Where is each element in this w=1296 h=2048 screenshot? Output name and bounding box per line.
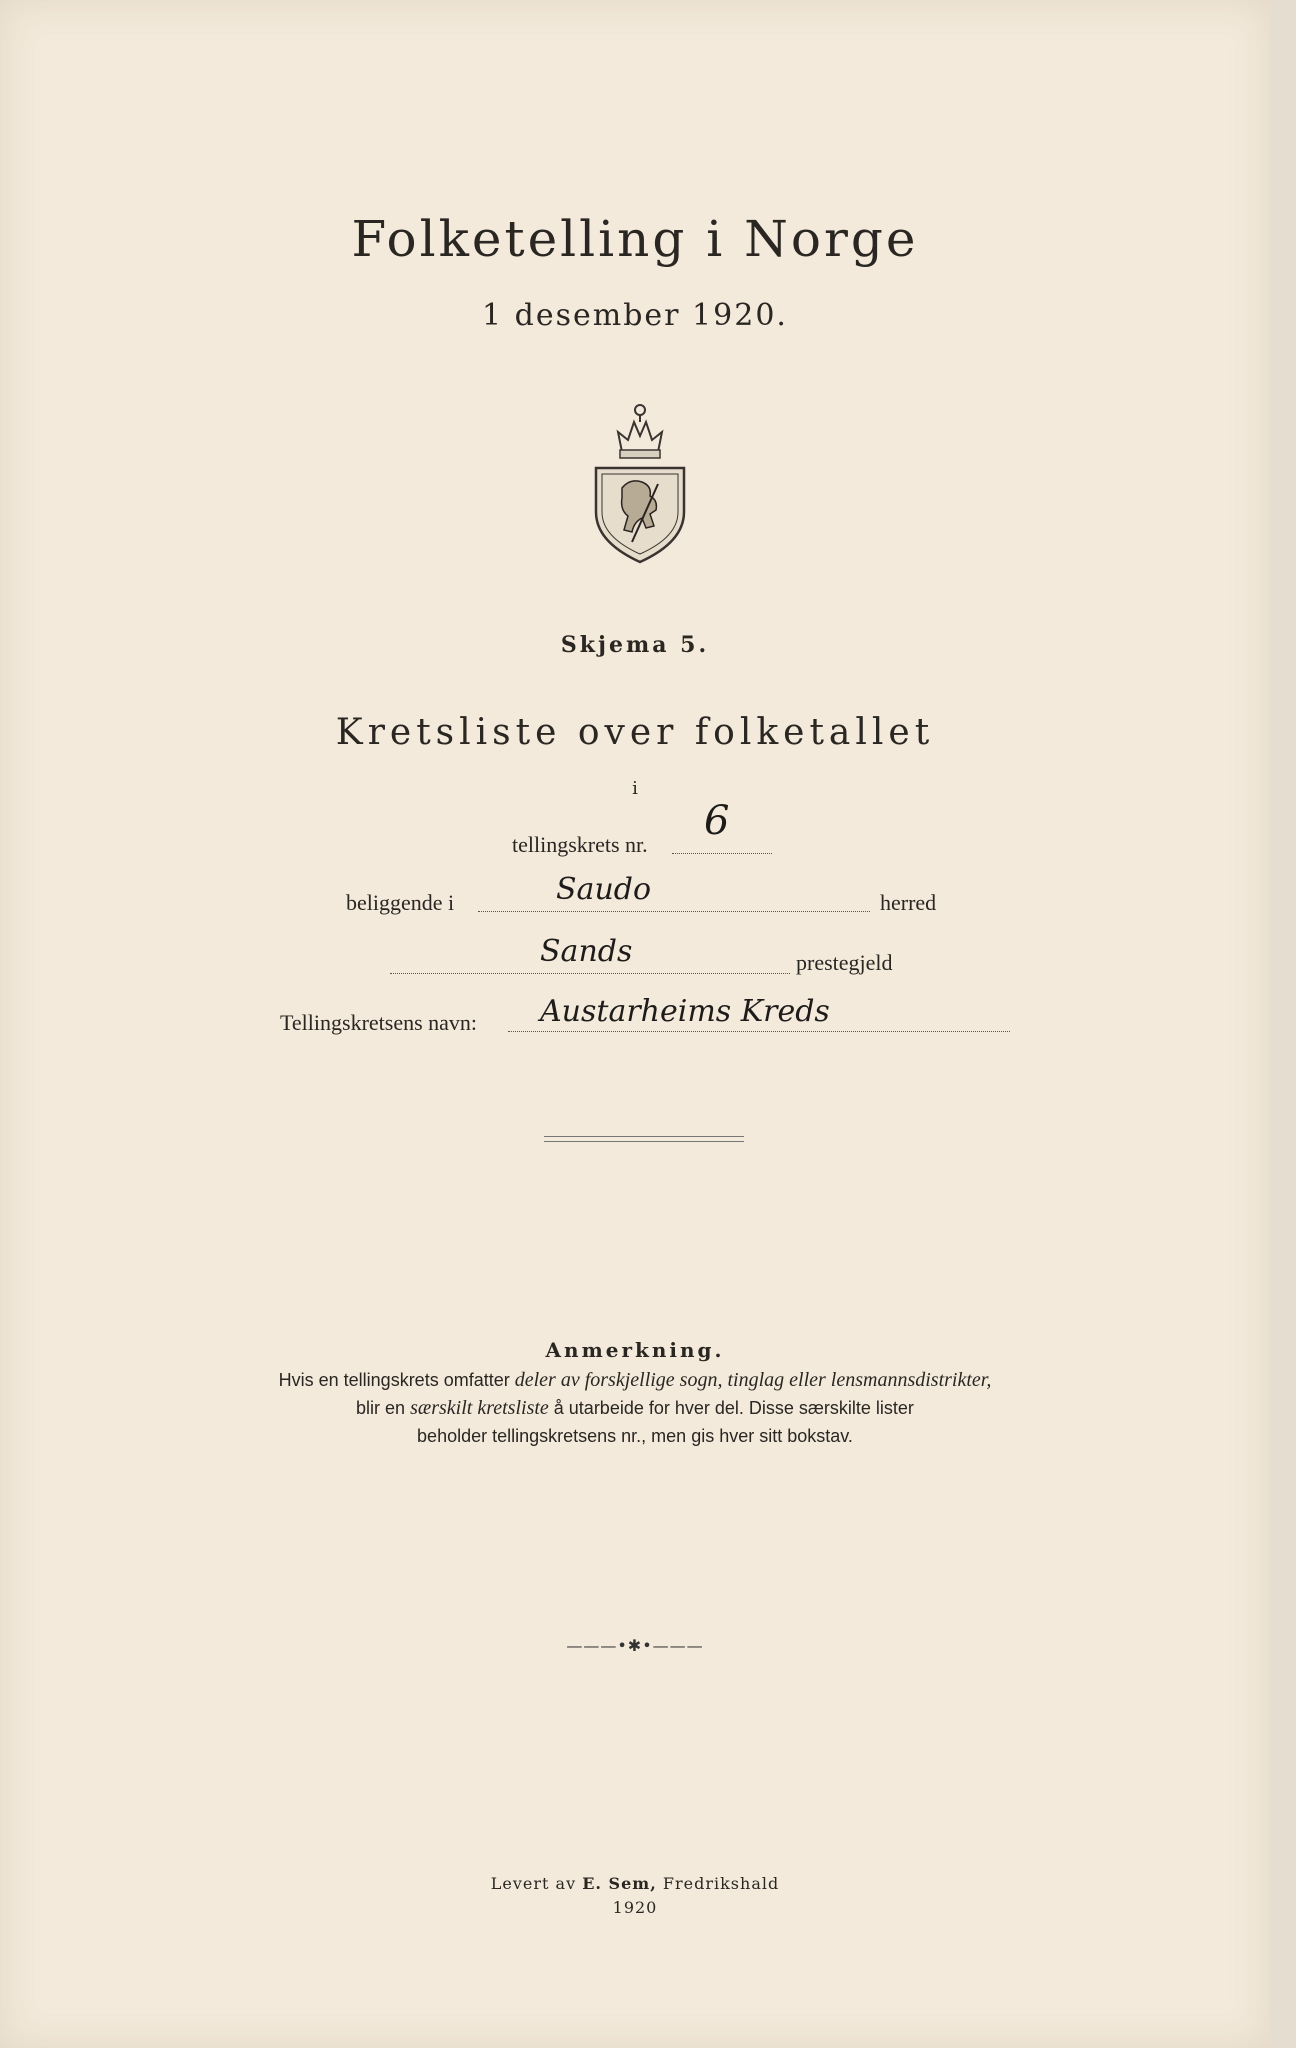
note-line-2-text-b: å utarbeide for hver del. Disse særskilte lister [548,1398,914,1418]
ornament-divider: ———•✱•——— [566,1636,704,1655]
located-label: beliggende i [346,890,455,915]
divider-top [544,1136,744,1137]
district-name-label: Tellingskretsens navn: [280,1010,478,1035]
note-line-2-emphasis: særskilt kretsliste [410,1397,549,1419]
note-line-1-emphasis: deler av forskjellige sogn, tinglag eller lensmannsdistrikter, [514,1369,992,1391]
note-line-1-text: Hvis en tellingskrets omfatter [278,1370,515,1390]
census-date: 1 desember 1920. [482,298,788,333]
parish-value: Sands [540,934,633,969]
district-name-value: Austarheims Kreds [540,994,830,1029]
district-number-line [672,852,772,854]
parish-line [390,972,790,974]
publisher-year: 1920 [612,1898,658,1917]
connector-text: i [632,778,638,799]
divider-bottom [544,1141,744,1142]
note-line-2-text-a: blir en [356,1398,411,1418]
note-line-1 [0,1366,1270,1394]
note-line-2 [0,1394,1270,1422]
located-value: Saudo [556,872,652,907]
publisher-place: Fredrikshald [656,1874,780,1893]
district-number-value: 6 [704,798,730,844]
norwegian-coat-of-arms-icon [592,392,688,564]
note-heading: Anmerkning. [545,1338,725,1362]
publisher-prefix: Levert av [490,1874,583,1893]
note-line-3: beholder tellingskretsens nr., men gis hver sitt bokstav. [417,1426,853,1446]
parish-label: prestegjeld [796,950,893,975]
page-edge [1270,0,1296,2048]
herred-label: herred [880,890,937,915]
schema-number: Skjema 5. [560,632,710,658]
district-name-line [508,1030,1010,1032]
publisher-line [0,1874,1270,1893]
district-number-label: tellingskrets nr. [512,832,648,857]
page-title: Folketelling i Norge [351,210,919,268]
located-line [478,910,870,912]
form-subtitle: Kretsliste over folketallet [335,712,935,753]
publisher-name: E. Sem, [582,1874,657,1893]
